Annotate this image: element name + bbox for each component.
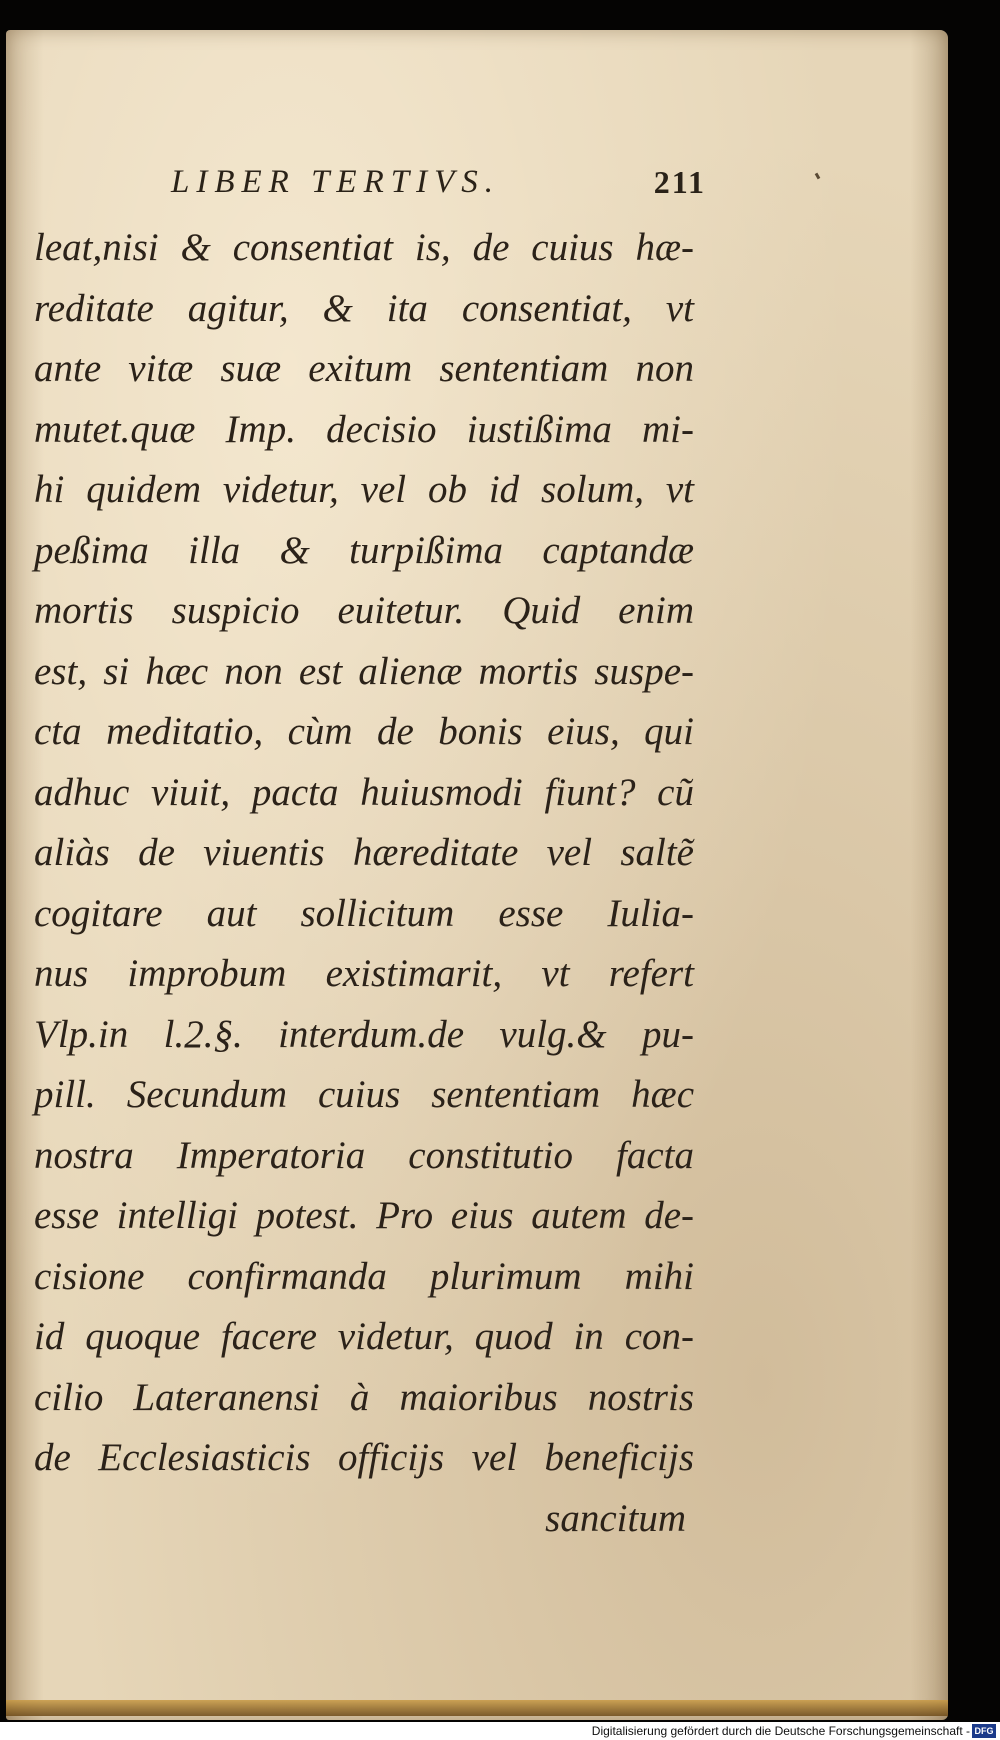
funding-credit: Digitalisierung gefördert durch die Deutsche Forschungsgemeinschaft - [591, 1724, 970, 1738]
page-header [146, 158, 706, 208]
text-line: ante vitæ suæ exitum sententiam non [34, 347, 694, 390]
text-line: leat,nisi & consentiat is, de cuius hæ- [34, 226, 694, 269]
text-line: nus improbum existimarit, vt refert [34, 952, 694, 995]
text-line: cogitare aut sollicitum esse Iulia- [34, 891, 694, 935]
text-line: esse intelligi potest. Pro eius autem de- [34, 1194, 694, 1237]
text-line: id quoque facere videtur, quod in con- [34, 1315, 694, 1358]
text-line: cisione confirmanda plurimum mihi [34, 1254, 694, 1298]
book-page [6, 30, 948, 1720]
text-line: Vlp.in l.2.§. interdum.de vulg.& pu- [34, 1012, 694, 1056]
running-title: LIBER TERTIVS. [171, 164, 500, 200]
folio-number: 211 [653, 164, 706, 200]
catchword: sancitum [545, 1496, 686, 1540]
text-line: pill. Secundum cuius sententiam hæc [34, 1073, 694, 1116]
text-line: mutet.quæ Imp. decisio iustißima mi- [34, 407, 694, 451]
text-line: cta meditatio, cùm de bonis eius, qui [34, 710, 694, 753]
text-line: adhuc viuit, pacta huiusmodi fiunt? cũ [34, 770, 694, 814]
text-line: aliàs de viuentis hæreditate vel saltẽ [34, 831, 694, 874]
text-line: peßima illa & turpißima captandæ [34, 528, 694, 572]
text-line: nostra Imperatoria constitutio facta [34, 1133, 694, 1177]
text-line: est, si hæc non est alienæ mortis suspe- [34, 649, 694, 693]
text-line: reditate agitur, & ita consentiat, vt [34, 286, 694, 330]
text-line: cilio Lateranensi à maioribus nostris [34, 1375, 694, 1419]
page-edge [6, 1700, 948, 1716]
text-line: mortis suspicio euitetur. Quid enim [34, 589, 694, 632]
body-text [34, 218, 694, 1549]
text-line: de Ecclesiasticis officijs vel beneficijs [34, 1436, 694, 1479]
dfg-logo: DFG [972, 1724, 996, 1738]
ink-mark [815, 173, 821, 180]
text-line: hi quidem videtur, vel ob id solum, vt [34, 468, 694, 511]
